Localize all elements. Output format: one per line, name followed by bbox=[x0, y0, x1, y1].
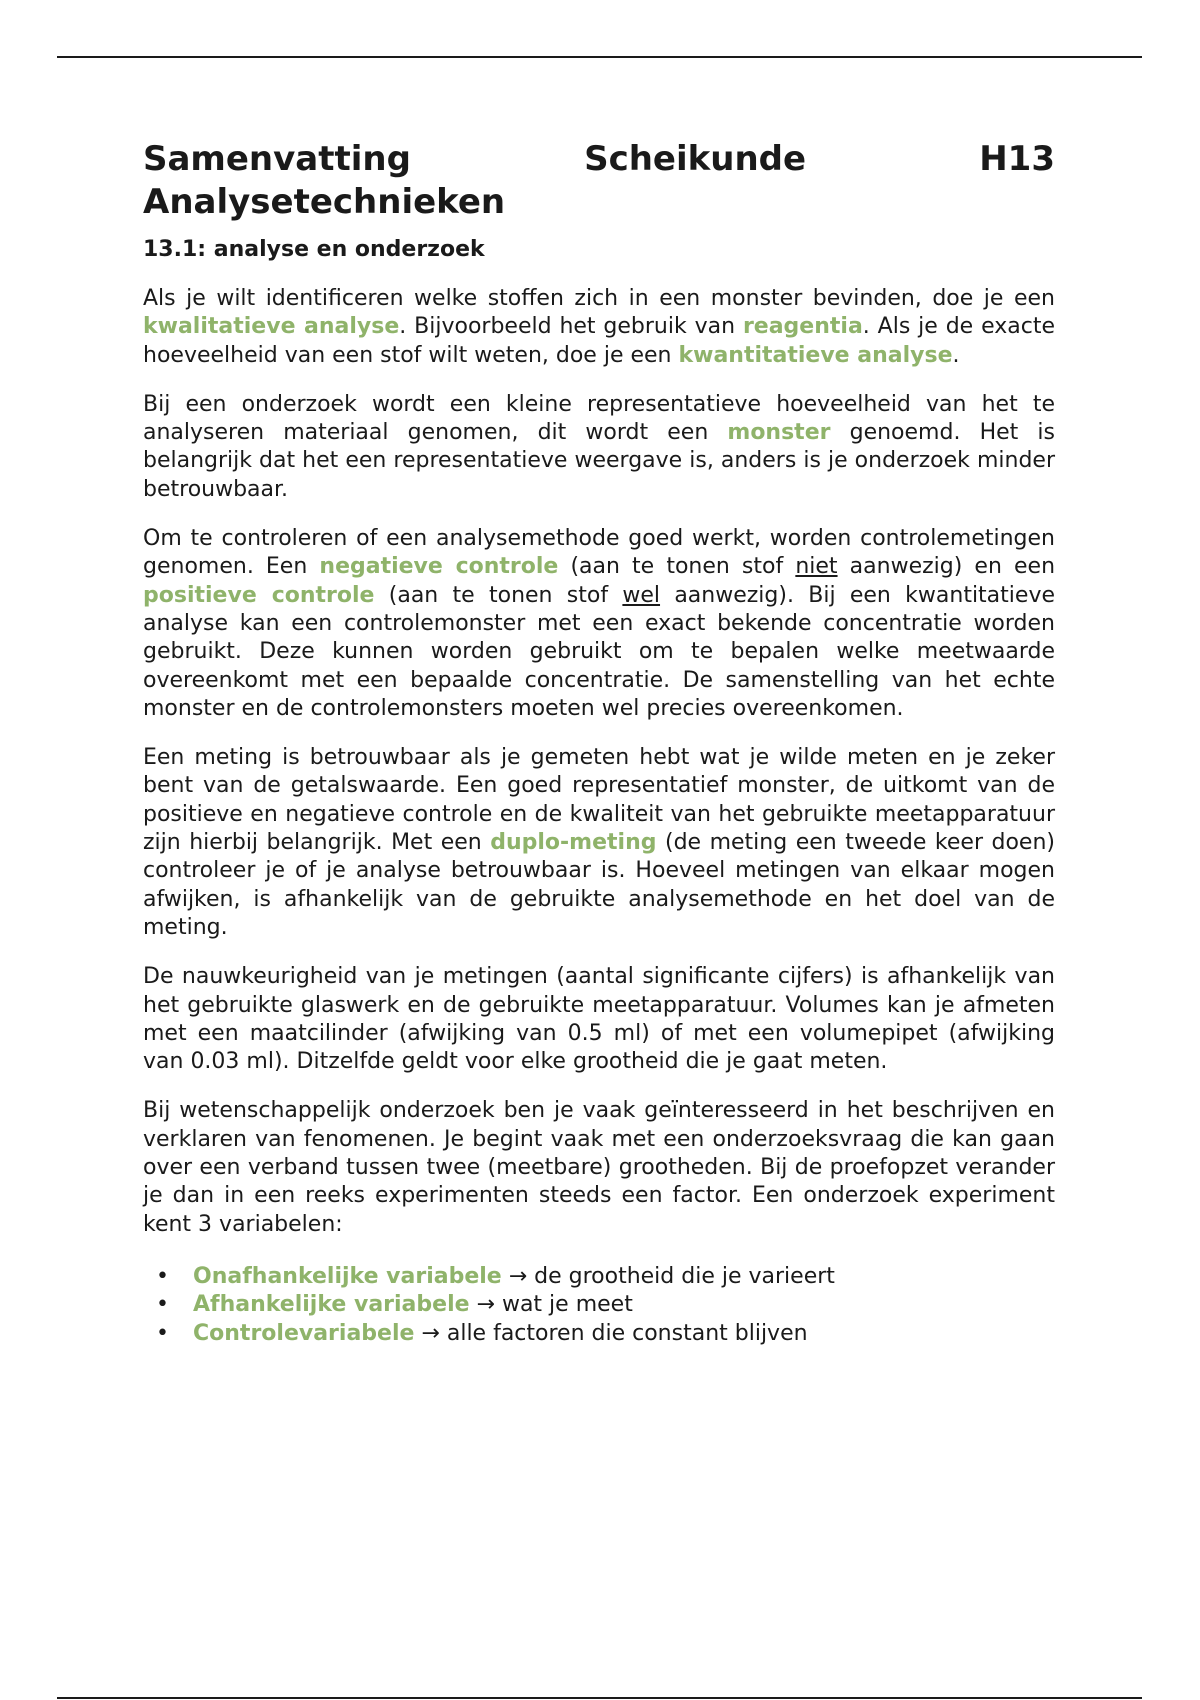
paragraph-research: Bij wetenschappelijk onderzoek ben je vaak geïnteresseerd in het beschrijven en verklaren van fenomenen. Je begint vaak met een onderzoeksvraag die kan gaan over een verband tussen twee (meetbare) grootheden. Bij de proefopzet verander je dan in een reeks experimenten steeds een factor. Een onderzoek experiment kent 3 variabelen: bbox=[143, 1098, 1055, 1237]
text-run: (aan te tonen stof bbox=[374, 582, 623, 608]
variable-description: wat je meet bbox=[501, 1292, 633, 1318]
underlined-niet: niet bbox=[795, 554, 838, 580]
text-run: . Als je de exacte hoeveelheid van een stof wilt weten, doe je een bbox=[143, 314, 1055, 368]
section-heading: 13.1: analyse en onderzoek bbox=[143, 237, 485, 262]
term-monster: monster bbox=[727, 420, 831, 446]
term-duplo-meting: duplo-meting bbox=[490, 830, 657, 856]
paragraph-accuracy: De nauwkeurigheid van je metingen (aantal significante cijfers) is afhankelijk van het gebruikte glaswerk en de gebruikte meetapparatuur. Volumes kan je afmeten met een maatcilinder (afwijking van 0.5 ml) of met een volumepipet (afwijking van 0.03 ml). Ditzelfde geldt voor elke grootheid die je gaat meten. bbox=[143, 964, 1055, 1075]
text-run: Bij een onderzoek wordt een kleine representatieve hoeveelheid van het te analyseren materiaal genomen, dit wordt een bbox=[143, 391, 1055, 446]
term-reagentia: reagentia bbox=[742, 314, 863, 340]
term-onafhankelijke-variabele: Onafhankelijke variabele bbox=[193, 1263, 502, 1289]
variables-list bbox=[143, 1263, 1055, 1348]
text-run: Om te controleren of een analysemethode goed werkt, worden controlemetingen genomen. Een bbox=[143, 526, 1055, 580]
paragraph-reliability bbox=[143, 744, 1055, 942]
term-kwalitatieve-analyse: kwalitatieve analyse bbox=[143, 314, 400, 340]
bullet-icon: • bbox=[156, 1263, 169, 1289]
text-run: (aan te tonen stof bbox=[558, 554, 796, 580]
list-item bbox=[156, 1320, 1055, 1348]
term-negatieve-controle: negatieve controle bbox=[319, 554, 559, 580]
text-run: . bbox=[952, 342, 960, 368]
paragraph-monster bbox=[143, 391, 1055, 504]
list-item bbox=[156, 1291, 1055, 1319]
text-run: . Bijvoorbeeld het gebruik van bbox=[399, 314, 743, 340]
bullet-icon: • bbox=[156, 1320, 169, 1346]
document-title: Samenvatting Scheikunde H13 Analysetechnieken bbox=[143, 139, 1055, 222]
variable-description: de grootheid die je varieert bbox=[534, 1263, 835, 1289]
arrow-icon: → bbox=[414, 1320, 447, 1346]
term-kwantitatieve-analyse: kwantitatieve analyse bbox=[678, 342, 953, 368]
bullet-icon: • bbox=[156, 1292, 169, 1318]
list-item bbox=[156, 1263, 1055, 1291]
term-afhankelijke-variabele: Afhankelijke variabele bbox=[193, 1292, 470, 1318]
underlined-wel: wel bbox=[622, 582, 661, 608]
text-run: Als je wilt identificeren welke stoffen zich in een monster bevinden, doe je een bbox=[143, 286, 1055, 311]
text-run: (de meting een tweede keer doen) controleer je of je analyse betrouwbaar is. Hoeveel metingen van elkaar mogen afwijken, is afhankelijk van de gebruikte analysemethode en het doel van de meting. bbox=[143, 830, 1055, 940]
variable-description: alle factoren die constant blijven bbox=[446, 1320, 808, 1346]
text-run: Een meting is betrouwbaar als je gemeten hebt wat je wilde meten en je zeker bent van de getalswaarde. Een goed representatief monster, de uitkomt van de positieve en negatieve controle en de kwaliteit van het gebruikte meetapparatuur zijn hierbij belangrijk. Met een bbox=[143, 745, 1055, 856]
text-run: aanwezig). Bij een kwantitatieve analyse kan een controlemonster met een exact bekende concentratie worden gebruikt. Deze kunnen worden gebruikt om te bepalen welke meetwaarde overeenkomt met een bepaalde concentratie. De samenstelling van het echte monster en de controlemonsters moeten wel precies overeenkomen. bbox=[143, 582, 1055, 721]
header-rule bbox=[57, 56, 1142, 58]
term-controlevariabele: Controlevariabele bbox=[193, 1320, 415, 1346]
text-run: aanwezig) en een bbox=[837, 554, 1056, 580]
paragraph-controls bbox=[143, 525, 1055, 723]
document-body bbox=[143, 138, 1055, 1348]
arrow-icon: → bbox=[501, 1263, 535, 1289]
text-run: genoemd. Het is belangrijk dat het een representatieve weergave is, anders is je onderzoek minder betrouwbaar. bbox=[143, 420, 1055, 502]
term-positieve-controle: positieve controle bbox=[143, 582, 375, 608]
paragraph-analysis-types bbox=[143, 285, 1055, 370]
arrow-icon: → bbox=[469, 1292, 502, 1318]
footer-rule bbox=[57, 1697, 1142, 1699]
